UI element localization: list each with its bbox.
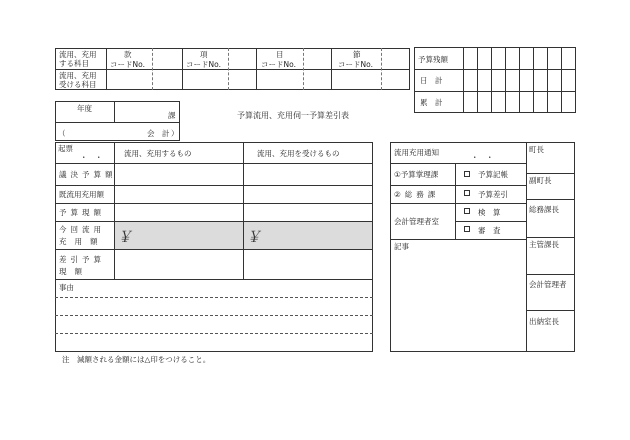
header-kan: 款 bbox=[124, 50, 132, 59]
approval-accounting-manager: 会計管理者 bbox=[529, 280, 567, 289]
open-paren: （ bbox=[58, 129, 66, 138]
header-setsu: 節 bbox=[353, 50, 361, 59]
notice-label: 流用充用通知 bbox=[394, 148, 439, 157]
from-account-label-1: 流用、充用 bbox=[59, 50, 97, 59]
approval-deputy-mayor: 副町長 bbox=[529, 176, 552, 185]
account-label: 会 計 bbox=[147, 129, 170, 138]
checkbox-budget-entry[interactable] bbox=[464, 171, 470, 177]
ledger-cumulative: 累 計 bbox=[420, 98, 443, 107]
row-this-transfer-1: 今回流用 bbox=[59, 225, 105, 234]
to-account-label-1: 流用、充用 bbox=[59, 71, 97, 80]
memo-label: 事由 bbox=[59, 283, 74, 292]
header-moku-code: コードNo. bbox=[261, 60, 296, 69]
page-title: 予算流用、充用伺一予算差引表 bbox=[237, 111, 349, 120]
row-already-transferred: 既流用充用額 bbox=[59, 190, 104, 199]
checkbox-budget-deduction[interactable] bbox=[464, 190, 470, 196]
row-net-budget-2: 現額 bbox=[59, 267, 90, 276]
yen-from: ￥ bbox=[117, 228, 133, 246]
row-current-budget: 予算現額 bbox=[59, 208, 105, 217]
row-net-budget-1: 差引予算 bbox=[59, 255, 105, 264]
from-account-label-2: する科目 bbox=[59, 59, 89, 68]
item-budget-entry: 予算記帳 bbox=[478, 170, 508, 179]
to-account-label-2: 受ける科目 bbox=[59, 80, 97, 89]
approval-mayor: 町長 bbox=[529, 145, 544, 154]
item-budget-deduction: 予算差引 bbox=[478, 190, 508, 199]
footnote: 注 減額される金額には△印をつけること。 bbox=[62, 355, 211, 364]
header-moku: 目 bbox=[276, 50, 284, 59]
ledger-daily: 日 計 bbox=[420, 76, 443, 85]
approval-treasury-chief: 出納室長 bbox=[529, 317, 559, 326]
item-verification: 検 算 bbox=[478, 208, 501, 217]
origin-label: 起票 bbox=[58, 144, 73, 153]
yen-to: ￥ bbox=[246, 228, 262, 246]
row-approved-budget: 議決予算額 bbox=[59, 170, 117, 179]
header-kan-code: コードNo. bbox=[110, 60, 145, 69]
notice-date: ・ ・ bbox=[471, 153, 494, 162]
column-to: 流用、充用を受けるもの bbox=[257, 149, 340, 158]
close-paren: ） bbox=[171, 129, 179, 138]
dept-general-affairs: ②総務課 bbox=[394, 190, 440, 199]
header-setsu-code: コードNo. bbox=[338, 60, 373, 69]
dept-accounting: 会計管理者室 bbox=[394, 217, 439, 226]
origin-date: ・ ・ bbox=[80, 153, 103, 162]
item-review: 審 査 bbox=[478, 226, 501, 235]
checkbox-verification[interactable] bbox=[464, 208, 470, 214]
row-this-transfer-2: 充用額 bbox=[59, 237, 106, 246]
section-label: 課 bbox=[168, 111, 176, 120]
ledger-remaining: 予算残額 bbox=[418, 55, 448, 64]
column-from: 流用、充用するもの bbox=[124, 149, 192, 158]
dept-budget-control: ①予算掌理課 bbox=[394, 170, 439, 179]
fiscal-year-label: 年度 bbox=[77, 104, 92, 113]
header-kou: 項 bbox=[200, 50, 208, 59]
approval-general-affairs-chief: 総務課長 bbox=[529, 205, 559, 214]
checkbox-review[interactable] bbox=[464, 226, 470, 232]
record-label: 記事 bbox=[394, 242, 409, 251]
header-kou-code: コードNo. bbox=[186, 60, 221, 69]
approval-department-chief: 主管課長 bbox=[529, 240, 559, 249]
